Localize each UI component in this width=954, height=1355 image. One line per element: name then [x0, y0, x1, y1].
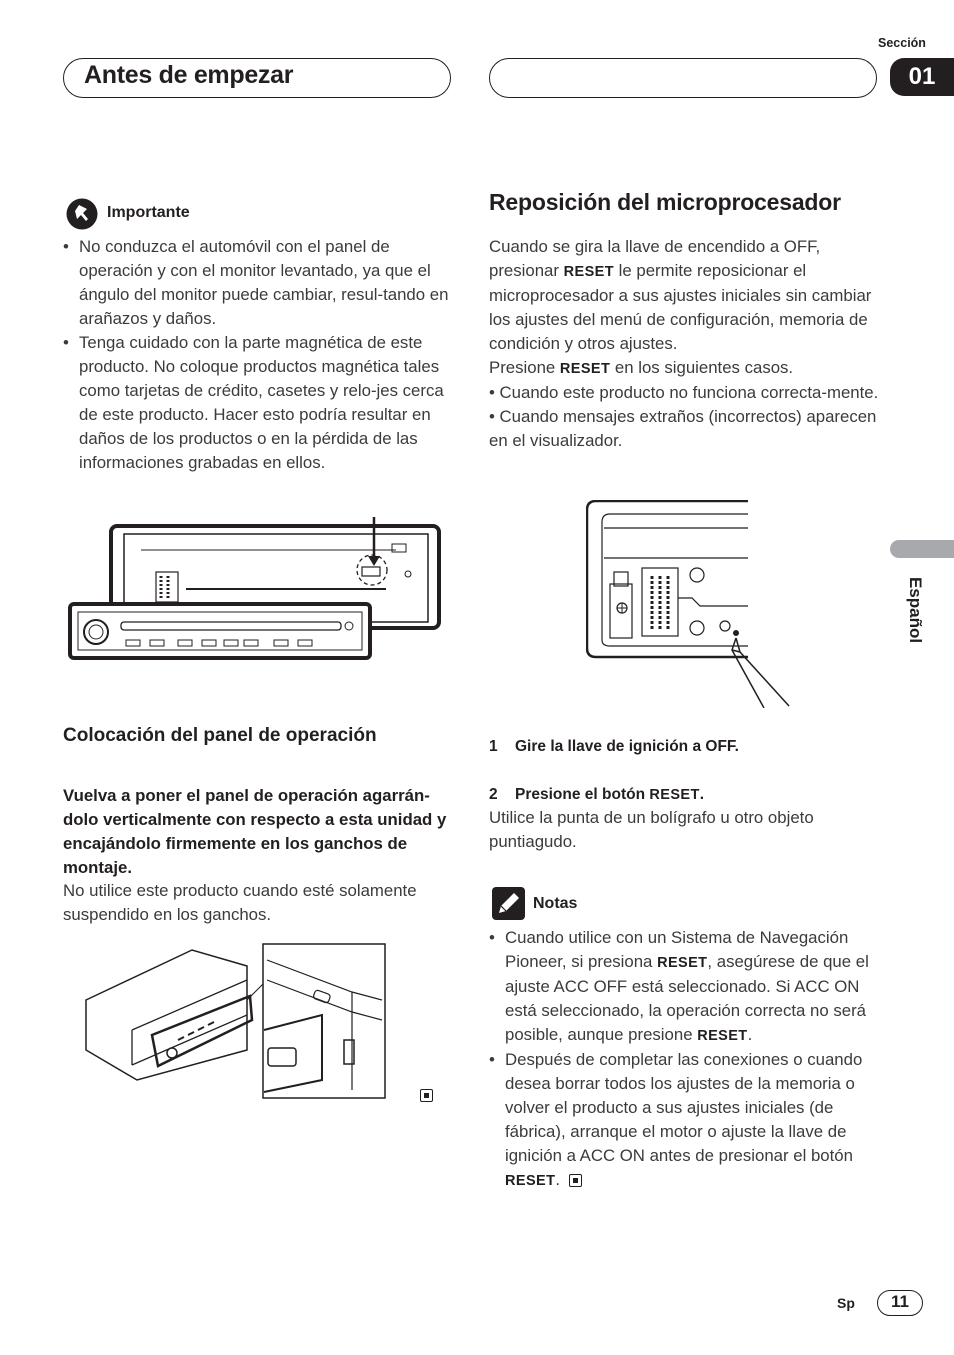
notes-icon	[492, 887, 525, 920]
step-keyword: OFF	[705, 738, 735, 755]
panel-note: No utilice este producto cuando esté solamente suspendido en los ganchos.	[63, 881, 417, 924]
step-text-end: .	[699, 786, 705, 803]
reset-keyword: RESET	[697, 1028, 748, 1044]
page-title: Antes de empezar	[84, 61, 294, 89]
panel-attach-illustration	[82, 940, 392, 1100]
reset-keyword: RESET	[657, 955, 708, 971]
section-number: 01	[890, 58, 954, 96]
step-text-end: .	[734, 738, 739, 755]
note-item	[489, 926, 884, 1048]
important-bullet: • No conduzca el automóvil con el panel de operación y con el monitor levantado, ya que el ángulo del monitor puede cambiar, resul-tando en arañazos y daños.	[63, 235, 453, 331]
page-number: 11	[891, 1292, 909, 1311]
note-text: Después de completar las conexiones o cuando desea borrar todos los ajustes de la memoria o volver el producto a sus ajustes iniciales (de fábrica), arranque el motor o ajuste la llave de ignición a ACC ON antes de presionar el botón	[505, 1050, 863, 1165]
reset-p2-before: Presione	[489, 358, 556, 377]
note-text: , asegúrese de que el ajuste ACC OFF está seleccionado. Si ACC ON está seleccionado, la operación correcta no será posible, aunque presione	[505, 952, 869, 1044]
important-bullets	[63, 235, 453, 475]
reset-button-illustration	[586, 500, 796, 708]
reset-paragraph	[489, 235, 884, 453]
reset-keyword: RESET	[559, 361, 611, 377]
note-text: .	[747, 1025, 753, 1044]
language-label: Español	[906, 576, 925, 644]
step-number: 1	[489, 738, 498, 755]
step-text: Presione el botón	[515, 786, 646, 803]
important-bullet: • Tenga cuidado con la parte magnética de este producto. No coloque productos magnética tales como tarjetas de crédito, casetes y relo-jes cerca de este producto. Hacer esto podría resultar en daños de los productos o en la pérdida de las informaciones grabadas en ellos.	[63, 331, 453, 475]
panel-instruction: Vuelva a poner el panel de operación agarrán-dolo verticalmente con respecto a esta unidad y encajándolo firmemente en los ganchos de montaje.	[63, 786, 447, 877]
step-2-detail: Utilice la punta de un bolígrafo u otro objeto puntiagudo.	[489, 808, 814, 851]
reset-p2-after: en los siguientes casos.	[614, 358, 794, 377]
end-mark-icon	[569, 1174, 582, 1187]
reset-bullet: • Cuando mensajes extraños (incorrectos) aparecen en el visualizador.	[489, 407, 877, 450]
reset-p1-after: le permite reposicionar el microprocesador a sus ajustes iniciales sin cambiar los ajustes del menú de configuración, memoria de condición y otros ajustes.	[489, 261, 872, 353]
head-unit-illustration	[66, 512, 442, 662]
reset-keyword: RESET	[563, 264, 614, 280]
important-icon	[66, 198, 98, 230]
important-label: Importante	[107, 204, 190, 221]
step-keyword: RESET	[649, 787, 700, 803]
note-text: .	[555, 1170, 561, 1189]
panel-section-title: Colocación del panel de operación	[63, 725, 377, 746]
notes-label: Notas	[533, 895, 578, 912]
reset-bullet: • Cuando este producto no funciona correcta-mente.	[489, 383, 879, 402]
note-item	[489, 1048, 884, 1193]
section-label: Sección	[878, 36, 926, 50]
reset-keyword: RESET	[505, 1173, 556, 1189]
step-text: Gire la llave de ignición a	[515, 738, 702, 755]
header-right-frame	[489, 58, 877, 98]
note-text: Cuando utilice con un Sistema de Navegación Pioneer, si presiona	[505, 928, 849, 971]
reset-p1-before: Cuando se gira la llave de encendido a OFF, presionar	[489, 237, 821, 280]
step-number: 2	[489, 786, 498, 803]
notes-list	[489, 926, 884, 1193]
step-1	[489, 735, 739, 759]
footer-lang-code: Sp	[837, 1295, 855, 1311]
step-2	[489, 783, 704, 807]
end-mark-icon	[420, 1089, 433, 1102]
reset-section-title: Reposición del microprocesador	[489, 189, 841, 215]
